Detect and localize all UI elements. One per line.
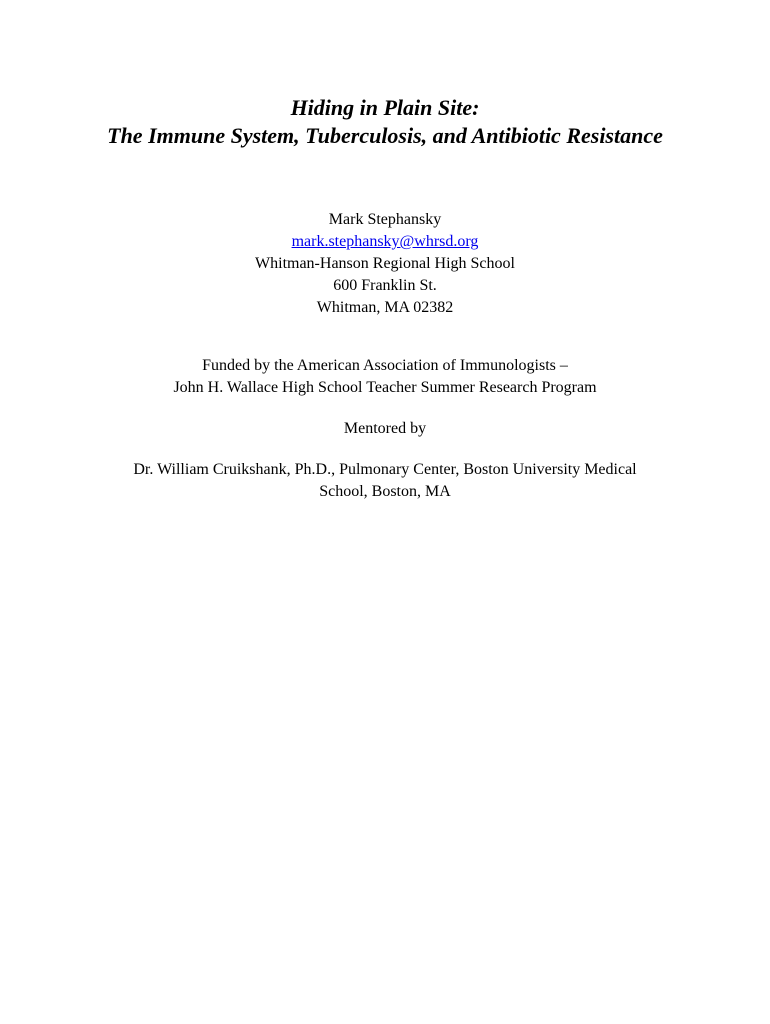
funding-line-2: John H. Wallace High School Teacher Summer Research Program xyxy=(173,379,597,396)
author-school: Whitman-Hanson Regional High School xyxy=(255,255,515,272)
author-street: 600 Franklin St. xyxy=(333,277,437,294)
author-email-link[interactable]: mark.stephansky@whrsd.org xyxy=(291,233,479,250)
funding-info xyxy=(40,355,730,399)
author-info xyxy=(40,209,730,319)
title-line-2: The Immune System, Tuberculosis, and Antibiotic Resistance xyxy=(107,123,663,148)
mentor-line-1: Dr. William Cruikshank, Ph.D., Pulmonary Center, Boston University Medical xyxy=(133,461,637,478)
author-name: Mark Stephansky xyxy=(328,211,442,228)
title-line-1: Hiding in Plain Site: xyxy=(290,95,480,120)
mentor-label: Mentored by xyxy=(343,420,427,437)
mentor-info xyxy=(40,459,730,503)
author-email-line xyxy=(40,231,730,253)
author-city: Whitman, MA 02382 xyxy=(316,299,454,316)
document-title xyxy=(40,94,730,150)
funding-line-1: Funded by the American Association of Immunologists – xyxy=(202,357,568,374)
mentor-line-2: School, Boston, MA xyxy=(319,483,451,500)
